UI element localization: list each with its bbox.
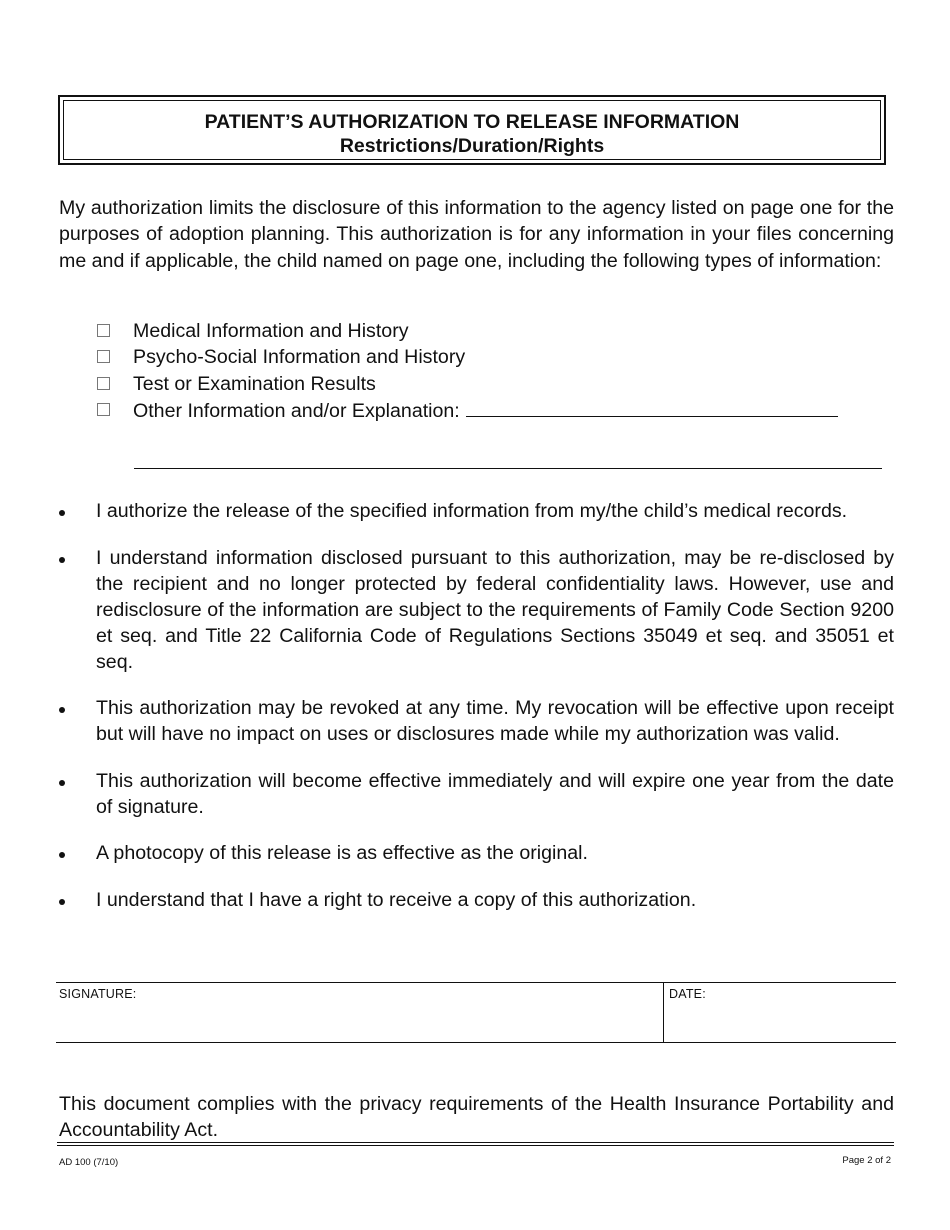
form-title: PATIENT’S AUTHORIZATION TO RELEASE INFORMATION: [204, 111, 740, 133]
bullet-icon: [59, 852, 65, 858]
hipaa-compliance-statement: This document complies with the privacy requirements of the Health Insurance Portability and Accountability Act.: [59, 1093, 894, 1142]
checklist-item-test-results[interactable]: [97, 371, 887, 397]
date-label: DATE:: [669, 987, 706, 1001]
footer-divider: [57, 1145, 894, 1146]
checklist-label: Medical Information and History: [133, 320, 409, 342]
other-label-text: Other Information and/or Explanation:: [133, 399, 460, 422]
signature-field[interactable]: [56, 983, 664, 1042]
bullet-icon: [59, 899, 65, 905]
list-item: [59, 768, 894, 820]
bullet-icon: [59, 707, 65, 713]
intro-paragraph: My authorization limits the disclosure of this information to the agency listed on page one for the purposes of adoption planning. This authorization is for any information in your files concerning me and if applicable, the child named on page one, including the following types of information:: [59, 197, 894, 272]
bullet-icon: [59, 780, 65, 786]
checklist-label: Test or Examination Results: [133, 372, 376, 395]
bullet-text: I understand information disclosed pursuant to this authorization, may be re-disclosed by the recipient and no longer protected by federal confidentiality laws. However, use and redisclosure of the information are subject to the requirements of Family Code Section 9200 et seq. and Title 22 California Code of Regulations Sections 35049 et seq. and 35051 et seq.: [96, 546, 894, 673]
information-type-checklist: [97, 318, 887, 423]
page-number: Page 2 of 2: [842, 1155, 891, 1166]
form-subtitle: Restrictions/Duration/Rights: [339, 135, 605, 157]
list-item: [59, 695, 894, 747]
authorization-terms-list: [59, 498, 894, 933]
other-explanation-field-line-2[interactable]: [134, 468, 882, 469]
bullet-text: I understand that I have a right to receive a copy of this authorization.: [96, 888, 697, 911]
medical-checkbox[interactable]: [97, 324, 110, 337]
other-checkbox[interactable]: [97, 403, 110, 416]
footer-divider: [57, 1142, 894, 1143]
form-id: AD 100 (7/10): [59, 1157, 119, 1168]
title-inner-border: [63, 100, 881, 160]
bullet-icon: [59, 510, 65, 516]
checklist-item-medical[interactable]: [97, 318, 887, 344]
checklist-item-psycho-social[interactable]: [97, 344, 887, 370]
other-explanation-field[interactable]: [466, 397, 838, 417]
checklist-label-other: [133, 397, 838, 424]
psycho-social-checkbox[interactable]: [97, 350, 110, 363]
checklist-item-other[interactable]: [97, 397, 887, 423]
checklist-label: Psycho-Social Information and History: [133, 346, 466, 369]
date-field[interactable]: [664, 983, 896, 1042]
bullet-text: This authorization may be revoked at any time. My revocation will be effective upon receipt but will have no impact on uses or disclosures made while my authorization was valid.: [96, 697, 894, 745]
list-item: [59, 545, 894, 675]
list-item: [59, 887, 894, 913]
signature-label: SIGNATURE:: [59, 987, 137, 1001]
bullet-icon: [59, 557, 65, 563]
bullet-text: I authorize the release of the specified information from my/the child’s medical records.: [96, 500, 848, 522]
signature-block: [56, 982, 896, 1043]
bullet-text: A photocopy of this release is as effective as the original.: [96, 842, 588, 864]
bullet-text: This authorization will become effective immediately and will expire one year from the date of signature.: [96, 769, 894, 818]
test-results-checkbox[interactable]: [97, 377, 110, 390]
list-item: [59, 498, 894, 524]
title-box: [58, 95, 886, 165]
list-item: [59, 840, 894, 866]
